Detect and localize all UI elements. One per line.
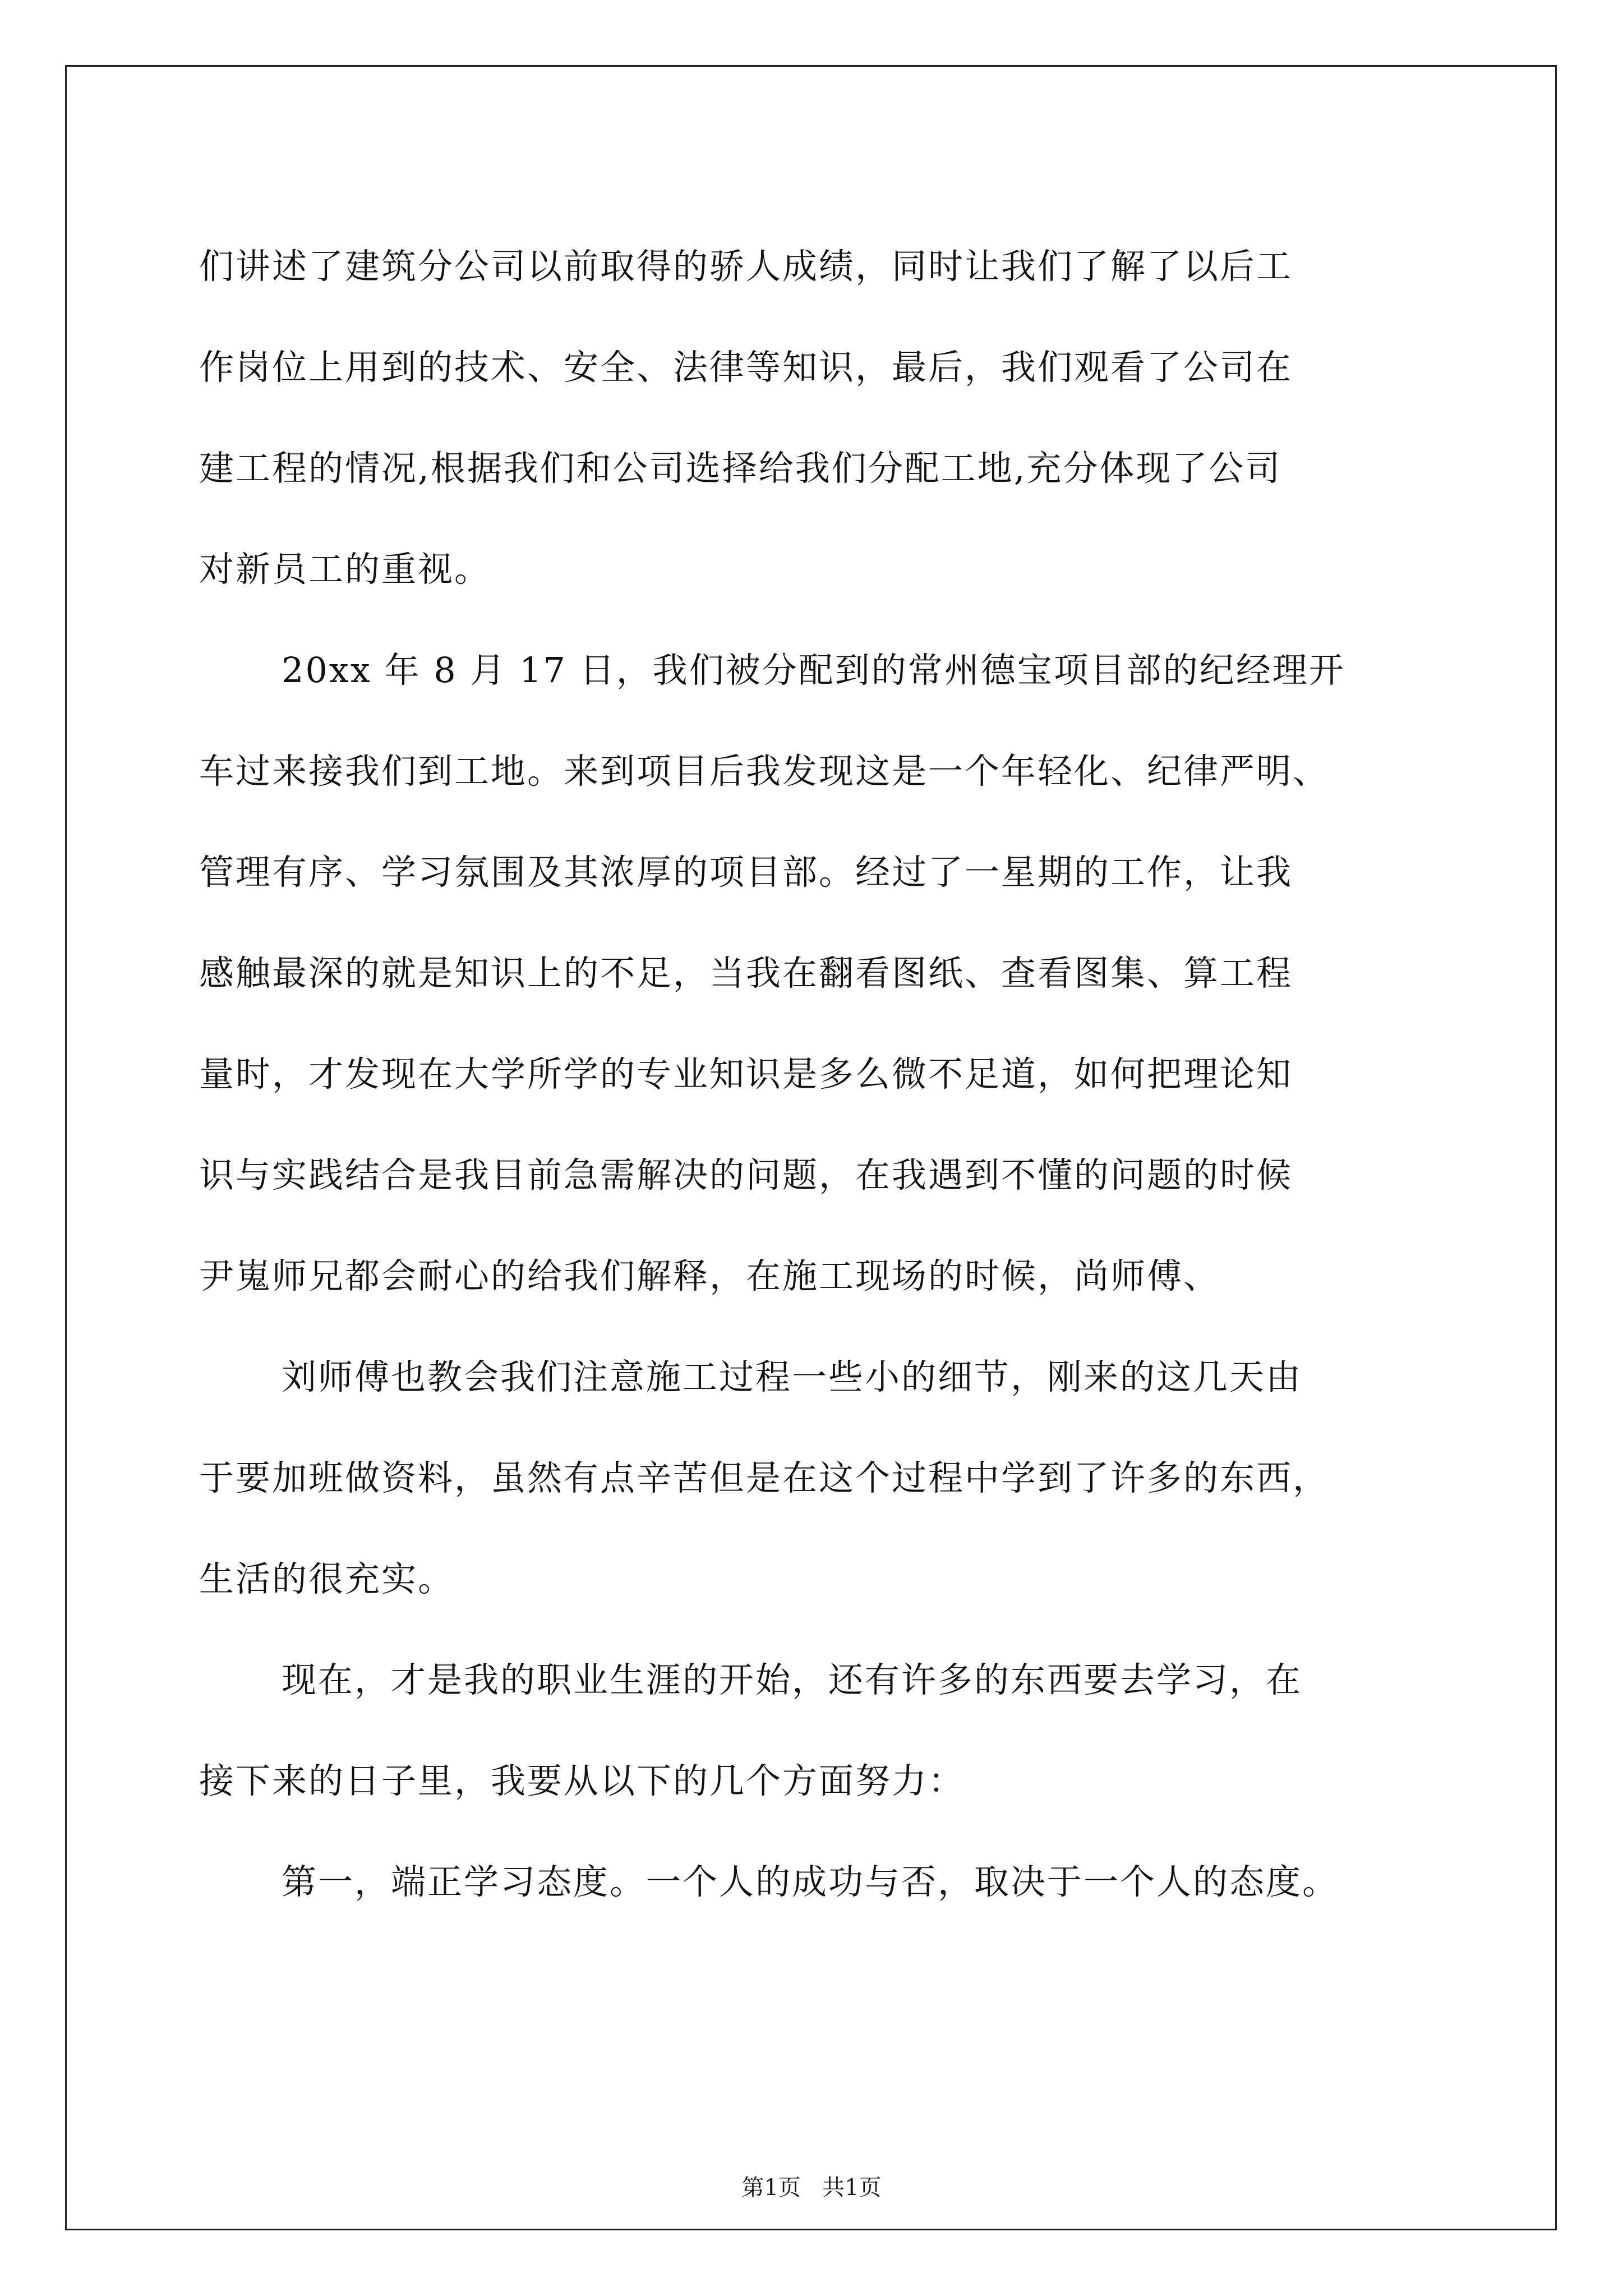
text-line: 建工程的情况,根据我们和公司选择给我们分配工地,充分体现了公司 (199, 448, 1282, 489)
text-line: 作岗位上用到的技术、安全、法律等知识，最后，我们观看了公司在 (199, 347, 1293, 388)
text-line: 量时，才发现在大学所学的专业知识是多么微不足道，如何把理论知 (199, 1053, 1293, 1094)
text-line: 于要加班做资料，虽然有点辛苦但是在这个过程中学到了许多的东西， (199, 1457, 1330, 1498)
text-line: 识与实践结合是我目前急需解决的问题，在我遇到不懂的问题的时候 (199, 1154, 1293, 1195)
text-line: 车过来接我们到工地。来到项目后我发现这是一个年轻化、纪律严明、 (199, 751, 1330, 792)
text-line: 们讲述了建筑分公司以前取得的骄人成绩，同时让我们了解了以后工 (199, 246, 1293, 287)
text-line: 刘师傅也教会我们注意施工过程一些小的细节，刚来的这几天由 (282, 1356, 1303, 1397)
text-line: 接下来的日子里，我要从以下的几个方面努力： (199, 1760, 965, 1801)
page-number-footer: 第1页 共1页 (741, 2175, 882, 2201)
text-line: 感触最深的就是知识上的不足，当我在翻看图纸、查看图集、算工程 (199, 953, 1293, 993)
text-line: 管理有序、学习氛围及其浓厚的项目部。经过了一星期的工作，让我 (199, 852, 1293, 892)
text-line: 尹嵬师兄都会耐心的给我们解释，在施工现场的时候，尚师傅、 (199, 1255, 1220, 1296)
text-line: 对新员工的重视。 (199, 549, 491, 590)
text-line: 现在，才是我的职业生涯的开始，还有许多的东西要去学习，在 (282, 1659, 1303, 1700)
document-body (199, 216, 1467, 1932)
text-line: 20xx 年 8 月 17 日，我们被分配到的常州德宝项目部的纪经理开 (282, 650, 1345, 691)
text-line: 生活的很充实。 (199, 1558, 455, 1599)
text-line: 第一，端正学习态度。一个人的成功与否，取决于一个人的态度。 (282, 1861, 1339, 1902)
